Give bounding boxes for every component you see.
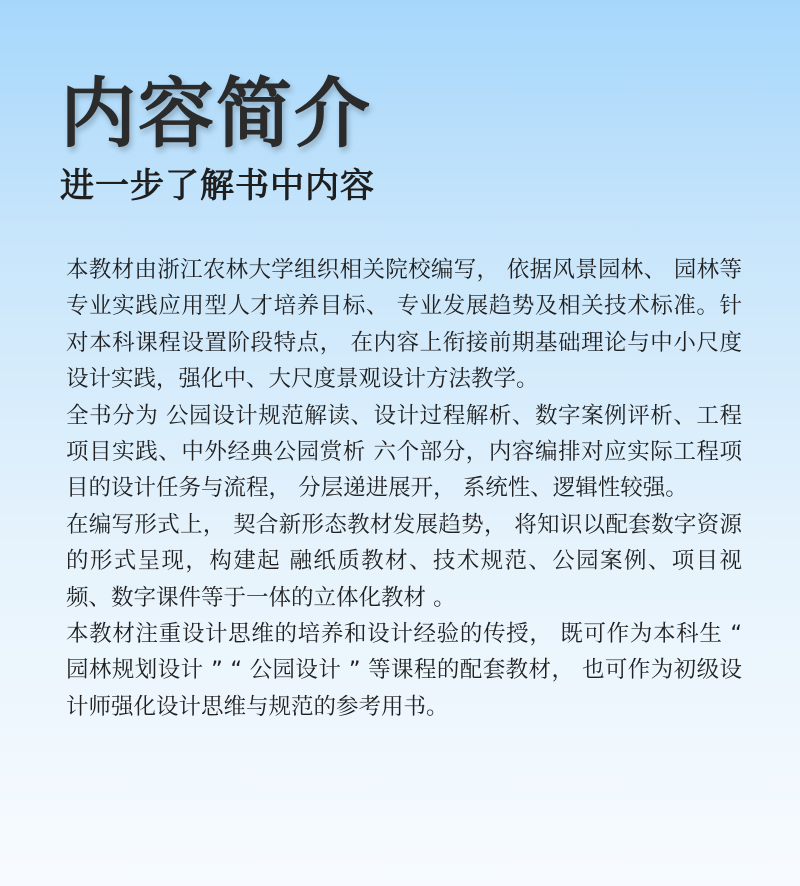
paragraph-format: 在编写形式上， 契合新形态教材发展趋势， 将知识以配套数字资源的形式呈现，构建起 融纸质教材、技术规范、公园案例、项目视频、数字课件等于一体的立体化教材 。 bbox=[66, 511, 742, 611]
paragraph-intro: 本教材由浙江农林大学组织相关院校编写， 依据风景园林、 园林等专业实践应用型人才培养目标、 专业发展趋势及相关技术标准。针对本科课程设置阶段特点， 在内容上衔接前期基础理论与中小尺度设计实践，强化中、大尺度景观设计方法教学。 bbox=[66, 257, 742, 393]
page-title: 内容简介 bbox=[60, 69, 372, 158]
page-subtitle: 进一步了解书中内容 bbox=[60, 166, 375, 206]
header bbox=[60, 69, 375, 206]
paragraph-usage: 本教材注重设计思维的培养和设计经验的传授， 既可作为本科生 “ 园林规划设计 ” “ 公园设计 ” 等课程的配套教材， 也可作为初级设计师强化设计思维与规范的参考用书。 bbox=[66, 621, 742, 720]
content-body bbox=[66, 252, 742, 725]
paragraph-structure: 全书分为 公园设计规范解读、设计过程解析、数字案例评析、工程项目实践、中外经典公园赏析 六个部分，内容编排对应实际工程项目的设计任务与流程， 分层递进展开， 系统性、逻辑性较强。 bbox=[66, 402, 742, 502]
